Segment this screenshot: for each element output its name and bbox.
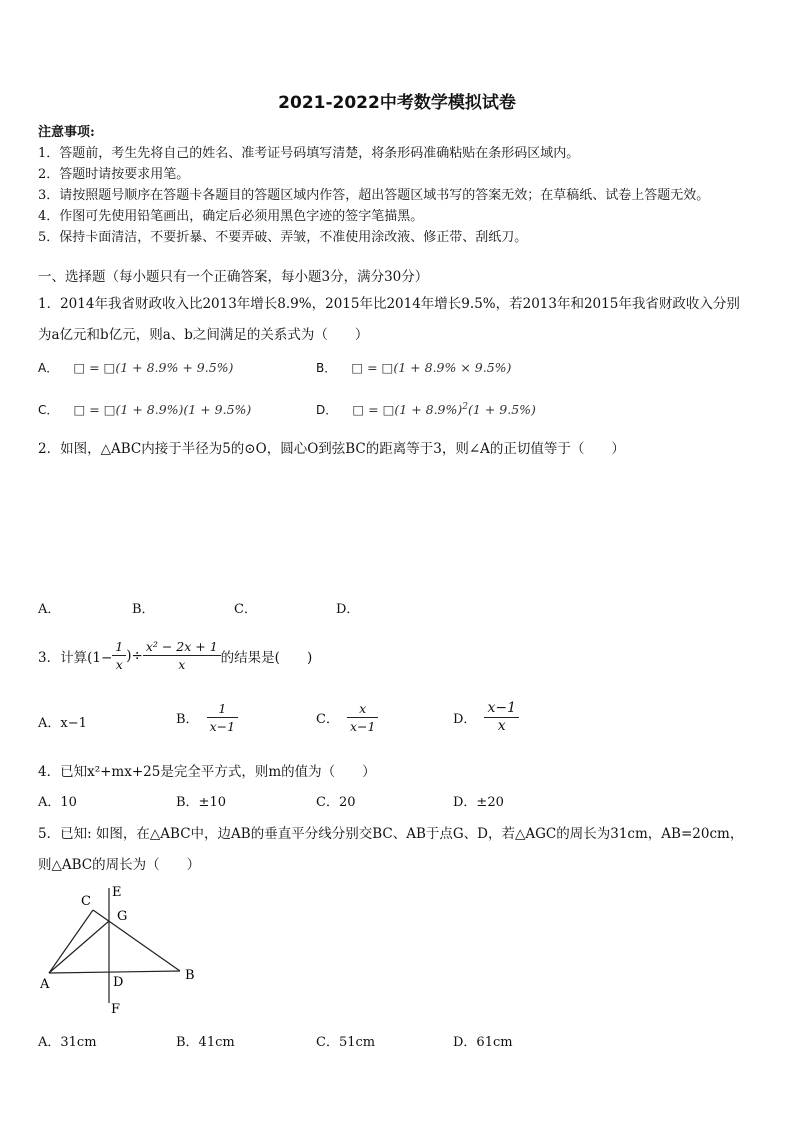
option-d: D． $\frac{x-1}{x}$ bbox=[453, 700, 519, 735]
option-b: B． bbox=[132, 602, 155, 617]
question-text: 5．已知: 如图，在△ABC中，边AB的垂直平分线分别交BC、AB于点G、D，若△AGC的周长为31cm，AB=20cm， bbox=[38, 826, 744, 842]
option-d: D．±20 bbox=[453, 795, 504, 810]
option-formula: □ = □(1 + 8.9% × 9.5%) bbox=[351, 360, 512, 375]
label-a: A bbox=[40, 977, 50, 992]
option-a bbox=[38, 357, 233, 376]
option-b bbox=[316, 357, 511, 376]
option-a: A．x−1 bbox=[38, 716, 87, 731]
option-formula: □ = □(1 + 8.9%)(1 + 9.5%) bbox=[73, 402, 252, 417]
section-heading: 一、选择题（每小题只有一个正确答案，每小题3分，满分30分） bbox=[38, 269, 429, 285]
option-d: D．61cm bbox=[453, 1035, 513, 1050]
option-c: C． $\frac{x}{x-1}$ bbox=[316, 700, 378, 735]
side-cb bbox=[93, 910, 180, 971]
label-f: F bbox=[111, 1002, 121, 1017]
fraction: $\frac{x}{x-1}$ bbox=[347, 700, 378, 735]
question-text: 2．如图，△ABC内接于半径为5的⊙O，圆心O到弦BC的距离等于3，则∠A的正切值等于（ ） bbox=[38, 441, 625, 457]
option-c: C．20 bbox=[316, 795, 356, 810]
label-d: D bbox=[113, 975, 124, 990]
option-c: C． bbox=[234, 602, 257, 617]
label-c: C bbox=[81, 894, 91, 909]
side-ac bbox=[49, 910, 93, 973]
question-text: 为a亿元和b亿元，则a、b之间满足的关系式为（ ） bbox=[38, 327, 369, 343]
notes-heading: 注意事项: bbox=[38, 125, 95, 140]
question-text: 3．计算(1− $\frac{1}{x}$ )÷ $\frac{\text{x² − 2x + 1}}{x}$ 的结果是( ) bbox=[38, 639, 313, 672]
label-g: G bbox=[117, 909, 128, 924]
fraction: $\frac{x-1}{x}$ bbox=[484, 700, 519, 735]
option-a: A．10 bbox=[38, 795, 77, 810]
triangle-figure bbox=[30, 878, 220, 1023]
option-formula: □ = □(1 + 8.9%)$^2$(1 + 9.5%) bbox=[352, 401, 536, 417]
option-label: B． bbox=[316, 361, 337, 375]
option-b: B．41cm bbox=[176, 1035, 235, 1050]
fraction: $\frac{\text{x² − 2x + 1}}{x}$ bbox=[143, 638, 221, 673]
option-formula: □ = □(1 + 8.9% + 9.5%) bbox=[73, 360, 234, 375]
option-d: D． bbox=[336, 602, 360, 617]
option-c bbox=[38, 399, 251, 418]
option-a: A． bbox=[38, 602, 61, 617]
question-text: 则△ABC的周长为（ ） bbox=[38, 857, 201, 873]
question-text: 1．2014年我省财政收入比2013年增长8.9%，2015年比2014年增长9.5%，若2013年和2015年我省财政收入分别 bbox=[38, 296, 740, 312]
note-item: 5．保持卡面清洁，不要折暴、不要弄破、弄皱，不准使用涂改液、修正带、刮纸刀。 bbox=[38, 230, 528, 245]
option-b: B．±10 bbox=[176, 795, 226, 810]
option-label: D． bbox=[316, 403, 338, 417]
option-d bbox=[316, 399, 536, 418]
fraction: $\frac{1}{x}$ bbox=[112, 638, 126, 673]
option-label: C． bbox=[38, 403, 59, 417]
side-ab bbox=[49, 971, 180, 973]
note-item: 4．作图可先使用铅笔画出，确定后必须用黑色字迹的签字笔描黑。 bbox=[38, 209, 424, 224]
note-item: 1．答题前，考生先将自己的姓名、准考证号码填写清楚，将条形码准确粘贴在条形码区域内。 bbox=[38, 146, 580, 161]
note-item: 3．请按照题号顺序在答题卡各题目的答题区域内作答，超出答题区域书写的答案无效；在草稿纸、试卷上答题无效。 bbox=[38, 188, 710, 203]
label-e: E bbox=[112, 885, 122, 900]
option-b: B． $\frac{1}{x-1}$ bbox=[176, 700, 238, 735]
label-b: B bbox=[185, 968, 195, 983]
page-title: 2021-2022中考数学模拟试卷 bbox=[278, 93, 516, 113]
segment-ag bbox=[49, 921, 109, 973]
option-a: A．31cm bbox=[38, 1035, 97, 1050]
question-text: 4．已知x²+mx+25是完全平方式，则m的值为（ ） bbox=[38, 764, 376, 780]
note-item: 2．答题时请按要求用笔。 bbox=[38, 167, 190, 182]
option-c: C．51cm bbox=[316, 1035, 376, 1050]
fraction: $\frac{1}{x-1}$ bbox=[207, 700, 238, 735]
option-label: A． bbox=[38, 361, 59, 375]
